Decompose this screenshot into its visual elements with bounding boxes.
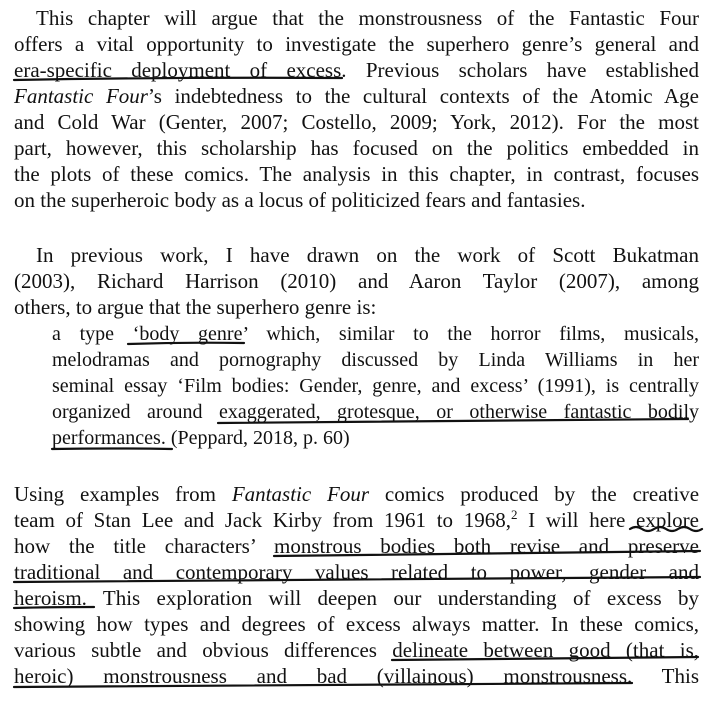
- book-title: Fantastic Four: [14, 84, 148, 108]
- text-line: others, to argue that the superhero genre is:: [14, 295, 377, 319]
- text-line: and Cold War (Genter, 2007; Costello, 2009; York, 2012). For the most: [14, 110, 699, 134]
- underlined-phrase: era-specific deployment of excess: [14, 58, 342, 82]
- text-line: part, however, this scholarship has focused on the politics embedded in: [14, 136, 699, 160]
- text-line: In previous work, I have drawn on the work of Scott Bukatman: [36, 243, 699, 267]
- quote-line: organized around exaggerated, grotesque, or otherwise fantastic bodily: [52, 401, 699, 423]
- text-line: (2003), Richard Harrison (2010) and Aaron Taylor (2007), among: [14, 269, 699, 293]
- text-line: on the superheroic body as a locus of politicized fears and fantasies.: [14, 188, 586, 212]
- text-line: showing how types and degrees of excess always matter. In these comics,: [14, 612, 699, 636]
- quote-line: melodramas and pornography discussed by Linda Williams in her: [52, 349, 699, 371]
- text-line: Fantastic Four’s indebtedness to the cultural contexts of the Atomic Age: [14, 84, 699, 108]
- text-line: Using examples from Fantastic Four comics produced by the creative: [14, 482, 700, 506]
- text-line: how the title characters’ monstrous bodies both revise and preserve: [14, 534, 699, 558]
- text-line: the plots of these comics. The analysis in this chapter, in contrast, focuses: [14, 162, 699, 186]
- text-line: various subtle and obvious differences delineate between good (that is,: [14, 638, 699, 662]
- text-line: traditional and contemporary values related to power, gender and: [14, 560, 699, 584]
- quote-line: performances. (Peppard, 2018, p. 60): [52, 427, 350, 449]
- footnote-marker: 2: [510, 507, 518, 522]
- text-line: heroism. This exploration will deepen our understanding of excess by: [14, 586, 699, 610]
- text-line: heroic) monstrousness and bad (villainous) monstrousness. This: [14, 664, 699, 688]
- quote-line: a type ‘body genre’ which, similar to the horror films, musicals,: [52, 323, 699, 345]
- text-line: era-specific deployment of excess. Previous scholars have established: [14, 58, 699, 82]
- text-line: This chapter will argue that the monstrousness of the Fantastic Four: [36, 6, 699, 30]
- text-line: offers a vital opportunity to investigate the superhero genre’s general and: [14, 32, 699, 56]
- quote-line: seminal essay ‘Film bodies: Gender, genre, and excess’ (1991), is centrally: [52, 375, 699, 397]
- text-line: team of Stan Lee and Jack Kirby from 1961 to 1968,$^2$ I will here explore: [14, 507, 699, 532]
- book-title: Fantastic Four: [231, 482, 370, 506]
